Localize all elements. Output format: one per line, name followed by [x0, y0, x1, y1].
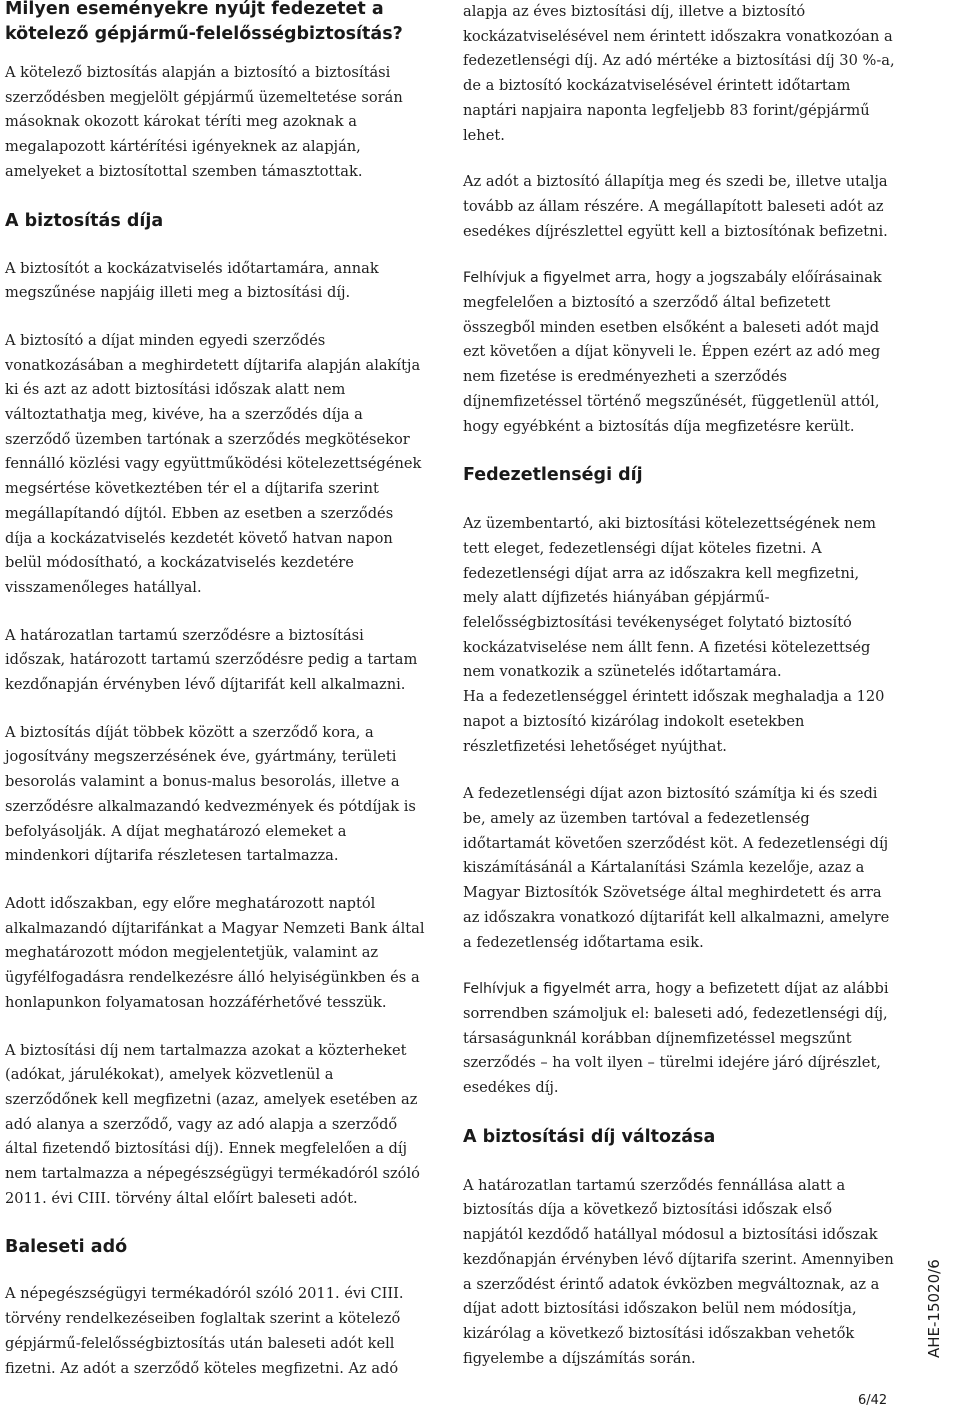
paragraph-public-charges: A biztosítási díj nem tartalmazza azokat a közterheket (adókat, járulékokat), amelyek közvetlenül a szerződőnek kell megfizetni (azaz, amelyek esetében az adó alanya a szerződő, vagy az adó alapja a szerződő által fizetendő biztosítási díj). Ennek megfelelően a díj nem tartalmazza a népegészségügyi termékadóról szóló 2011. évi CIII. törvény által előírt baleseti adót. — [5, 1041, 420, 1207]
attention-text: arra, hogy a jogszabály előírásainak megfelelően a biztosító a szerződő által befizetett összegből minden esetben elsőként a baleseti adót majd ezt követően a díjat könyveli le. Éppen ezért az adó meg nem fizetése is eredményezheti a szerződés díjnemfizetéssel történő megszűnését, függetlenül attól, hogy egyébként a biztosítás díja megfizetésre került. — [463, 269, 882, 435]
section-heading-accident-tax: Baleseti adó — [5, 1237, 128, 1258]
attention-lead-2: Felhívjuk a figyelmét — [463, 981, 611, 998]
paragraph-premium-period: A biztosítót a kockázatviselés időtartamára, annak megszűnése napjáig illeti meg a biztosítási díj. — [5, 259, 379, 302]
paragraph-attention-order — [463, 977, 895, 1101]
paragraph-premium-change: A határozatlan tartamú szerződés fennállása alatt a biztosítás díja a következő biztosítási időszak első napjától kezdődő hatállyal módosul a biztosítási időszak kezdőnapján érvényben lévő díjtarifa szerint. Amennyiben a szerződést érintő adatok évközben megváltoznak, az a díjat adott biztosítási időszakon belül nem módosítja, kizárólag a következő biztosítási időszakban vehetők figyelembe a díjszámítás során. — [463, 1176, 894, 1367]
paragraph-tariff-publication: Adott időszakban, egy előre meghatározott naptól alkalmazandó díjtarifánkat a Magyar Nemzeti Bank által meghatározott módon megjelentetjük, valamint az ügyfélfogadásra rendelkezésre álló helyiségünkben és a honlapunkon folyamatosan hozzáférhetővé tesszük. — [5, 894, 425, 1011]
paragraph-tax-collection: Az adót a biztosító állapítja meg és szedi be, illetve utalja tovább az állam részére. A megállapított baleseti adót az esedékes díjrészlettel együtt kell a biztosítónak befizetni. — [463, 173, 888, 240]
paragraph-premium-factors: A biztosítás díját többek között a szerződő kora, a jogosítvány megszerzésének éve, gyártmány, területi besorolás valamint a bonus-malus besorolás, illetve a szerződésre alkalmazandó kedvezmények és pótdíjak is befolyásolják. A díjat meghatározó elemeket a mindenkori díjtarifa részletesen tartalmazza. — [5, 723, 416, 865]
paragraph-tariff-rules: A biztosító a díjat minden egyedi szerződés vonatkozásában a meghirdetett díjtarifa alapján alakítja ki és azt az adott biztosítási időszak alatt nem változtathatja meg, kivéve, ha a szerződés díja a szerződő üzemben tartónak a szerződés megkötésekor fennálló közlési vagy együttműködési kötelezettségének megsértése következtében tér el a díjtarifa szerint megállapítandó díjtól. Ebben az esetben a szerződés díja a kockázatviselés kezdetét követő hatvan napon belül módosítható, a kockázatviselés kezdetére visszamenőleges hatállyal. — [5, 331, 422, 596]
section-heading-premium-change: A biztosítási díj változása — [463, 1126, 716, 1147]
page-number: 6/42 — [858, 1393, 888, 1408]
section-heading-coverage: Milyen eseményekre nyújt fedezetet a kötelező gépjármű-felelősségbiztosítás? — [5, 0, 403, 44]
paragraph-tax-base: alapja az éves biztosítási díj, illetve a biztosító kockázatviselésével nem érintett időszakra vonatkozóan a fedezetlenségi díj. Az adó mértéke a biztosítási díj 30 %-a, de a biztosító kockázatviselésével érintett időtartam naptári napjaira naponta legfeljebb 83 forint/gépjármű lehet. — [463, 3, 895, 144]
left-column — [5, 0, 425, 1381]
paragraph-attention-tax — [463, 266, 895, 439]
paragraph-uncovered-fee: Az üzembentartó, aki biztosítási kötelezettségének nem tett eleget, fedezetlenségi díjat köteles fizetni. A fedezetlenségi díjat arra az időszakra kell megfizetni, mely alatt díjfizetés hiányában gépjármű-felelősségbiztosítási tevékenységet folytató biztosító kockázatviselése nem állt fenn. A fizetési kötelezettség nem vonatkozik a szünetelés időtartamára. — [463, 515, 876, 681]
paragraph-installments: Ha a fedezetlenséggel érintett időszak meghaladja a 120 napot a biztosító kizárólag indokolt esetekben részletfizetési lehetőséget nyújthat. — [463, 688, 885, 755]
attention-text-2: arra, hogy a befizetett díjat az alábbi sorrendben számoljuk el: baleseti adó, fedezetlenségi díj, társaságunknál korábban díjnemfizetéssel megszűnt szerződés – ha volt ilyen – türelmi idejére járó díjrészlet, esedékes díj. — [463, 980, 889, 1097]
section-heading-premium: A biztosítás díja — [5, 210, 164, 231]
paragraph-accident-tax: A népegészségügyi termékadóról szóló 2011. évi CIII. törvény rendelkezéseiben foglaltak szerint a kötelező gépjármű-felelősségbiztosítás után baleseti adót kell fizetni. Az adót a szerződő köteles megfizetni. Az adó — [5, 1285, 404, 1377]
paragraph-uncovered-calculation: A fedezetlenségi díjat azon biztosító számítja ki és szedi be, amely az üzemben tartóval a fedezetlenség időtartamát követően szerződést köt. A fedezetlenségi díj kiszámításánál a Kártalanítási Számla kezelője, azaz a Magyar Biztosítók Szövetsége által meghirdetett és arra az időszakra vonatkozó díjtarifát kell alkalmazni, amelyre a fedezetlenség időtartama esik. — [463, 785, 890, 951]
right-column — [463, 0, 895, 1371]
attention-lead: Felhívjuk a figyelmet — [463, 270, 611, 287]
document-code: AHE-15020/6 — [925, 1259, 943, 1358]
paragraph-contract-term: A határozatlan tartamú szerződésre a biztosítási időszak, határozott tartamú szerződésre pedig a tartam kezdőnapján érvényben lévő díjtarifát kell alkalmazni. — [5, 626, 418, 694]
paragraph-coverage: A kötelező biztosítás alapján a biztosító a biztosítási szerződésben megjelölt gépjármű üzemeltetése során másoknak okozott károkat téríti meg azoknak a megalapozott kártérítési igényeknek az alapján, amelyeket a biztosítottal szemben támasztottak. — [5, 64, 403, 180]
section-heading-uncovered-fee: Fedezetlenségi díj — [463, 465, 643, 486]
